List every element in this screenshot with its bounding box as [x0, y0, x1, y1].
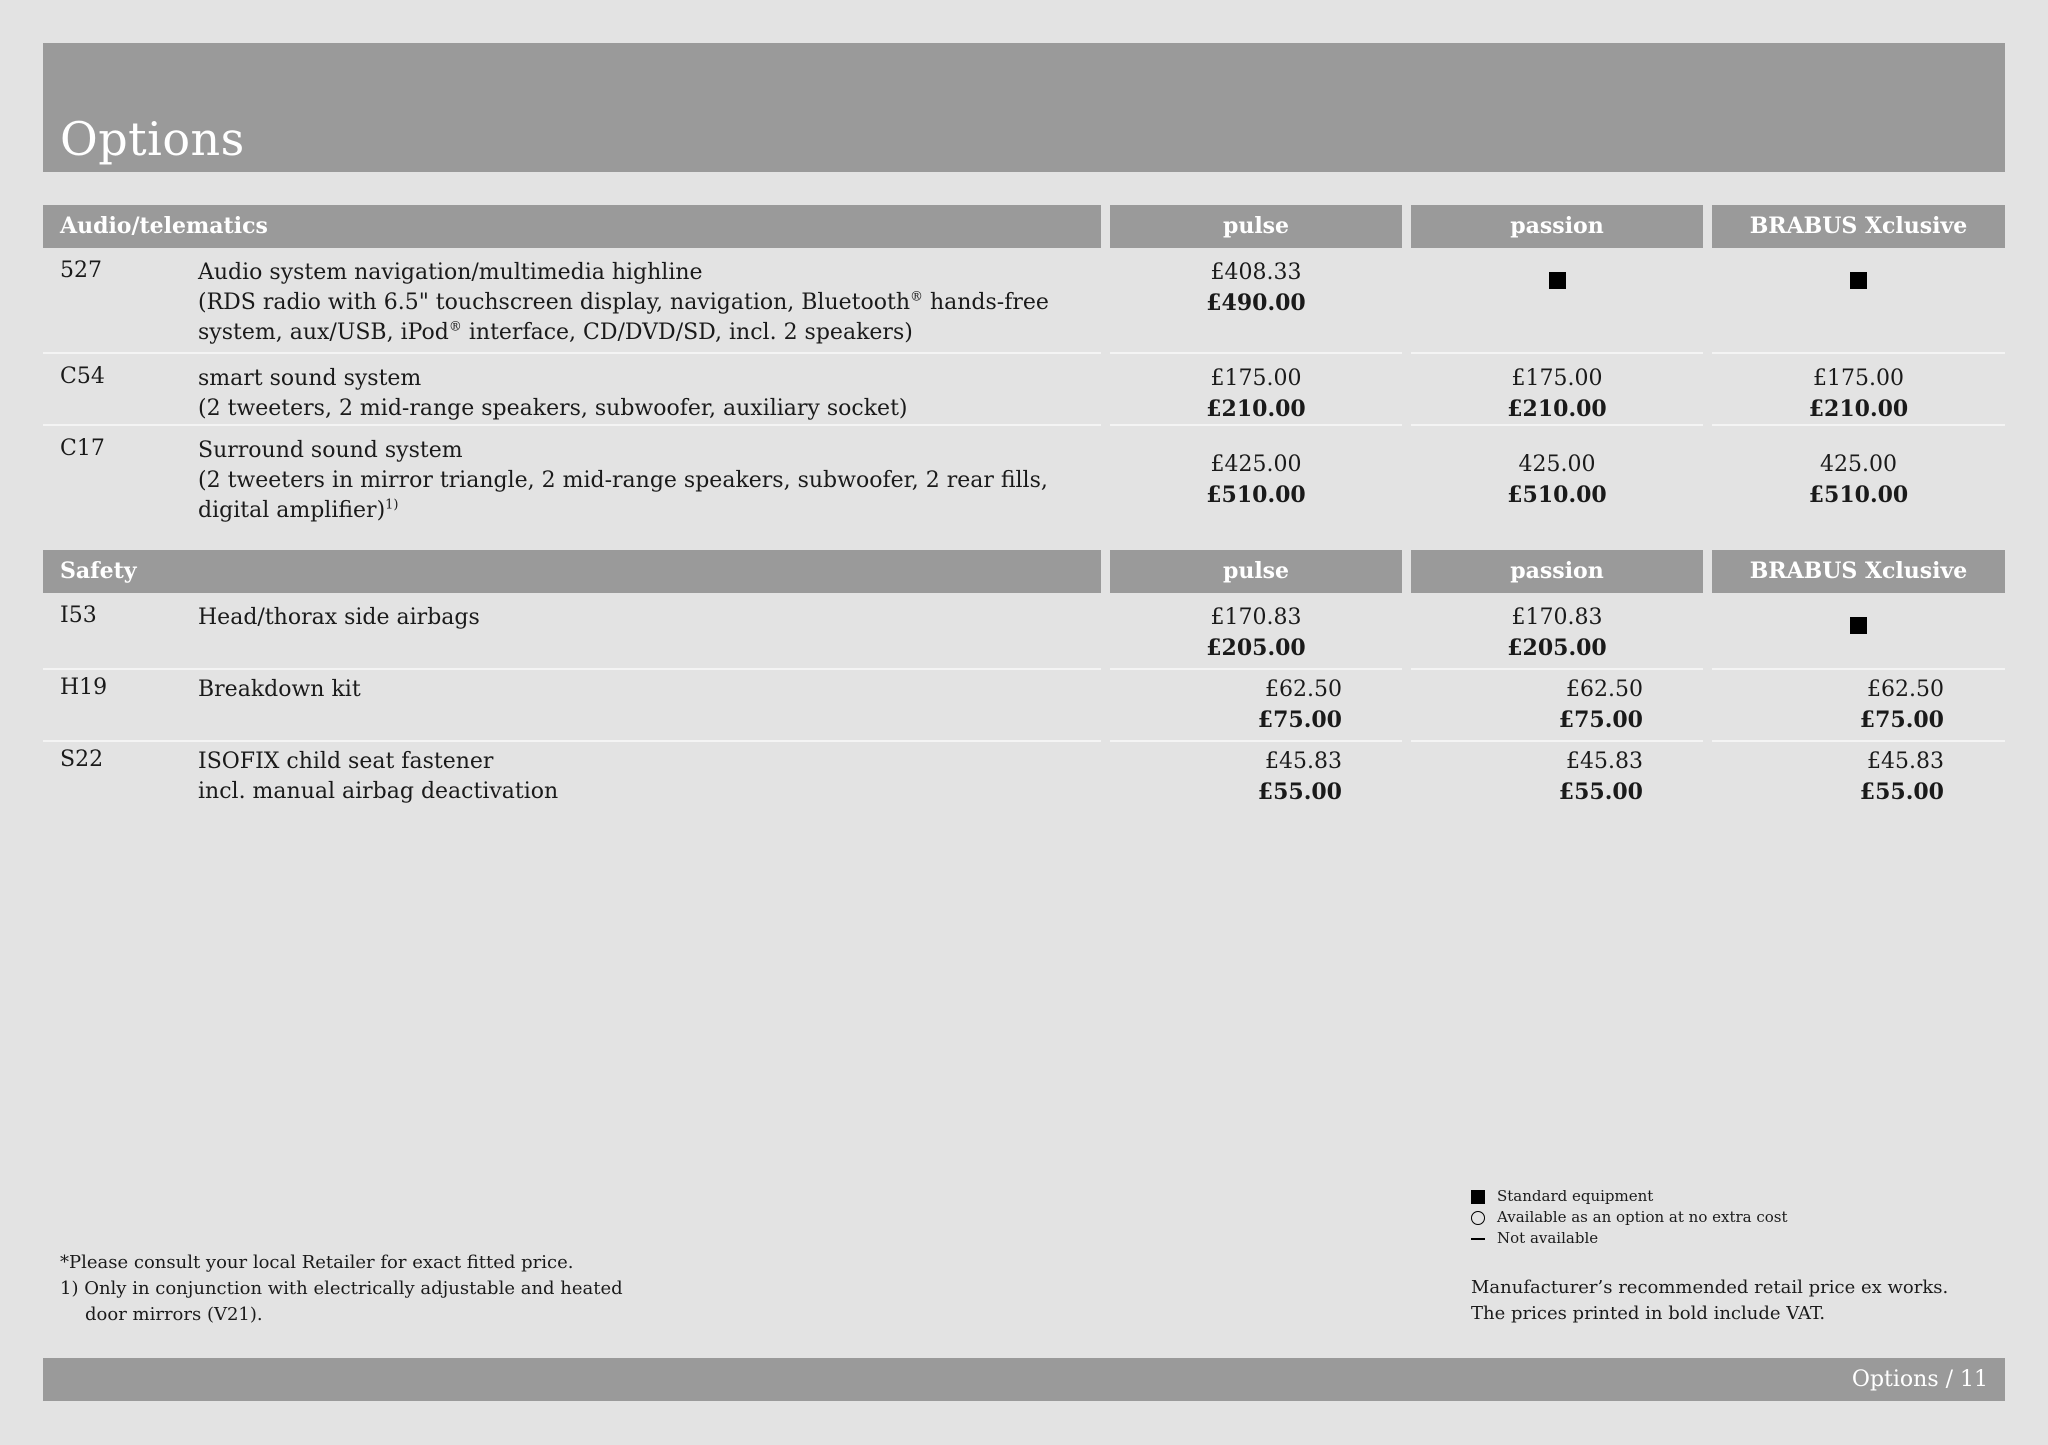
- price-cell-brabus: £175.00 £210.00: [1808, 366, 1909, 422]
- price-cell-passion: £62.50 £75.00: [1558, 677, 1643, 733]
- standard-equipment-icon: [1850, 617, 1867, 634]
- equipment-legend: [1471, 1186, 1788, 1249]
- option-description: ISOFIX child seat fastener incl. manual airbag deactivation: [198, 749, 559, 804]
- option-description: Audio system navigation/multimedia highline (RDS radio with 6.5" touchscreen display, navigation, Bluetooth® hands-free system, aux/USB, iPod® interface, CD/DVD/SD, incl. 2 speakers): [198, 260, 1049, 345]
- table-row: [43, 426, 2005, 526]
- footnote: 1) Only in conjunction with electrically adjustable and heated: [60, 1278, 623, 1299]
- price-note: Manufacturer’s recommended retail price ex works. The prices printed in bold include VAT.: [1471, 1277, 1949, 1324]
- open-circle-icon: [1471, 1211, 1485, 1225]
- legend-item-not-available: Not available: [1471, 1228, 1788, 1249]
- standard-equipment-icon: [1850, 272, 1867, 289]
- option-description: Surround sound system (2 tweeters in mirror triangle, 2 mid-range speakers, subwoofer, 2 rear fills, digital amplifier)$^{1)}$: [198, 438, 1048, 523]
- option-description: Breakdown kit: [198, 677, 361, 702]
- price-cell-passion: £170.83 £205.00: [1507, 605, 1607, 661]
- standard-equipment-icon: [1549, 272, 1566, 289]
- price-cell-brabus: £62.50 £75.00: [1859, 677, 1944, 733]
- table-row: [43, 665, 2005, 735]
- table-row: [43, 593, 2005, 663]
- option-description: smart sound system (2 tweeters, 2 mid-range speakers, subwoofer, auxiliary socket): [198, 366, 908, 421]
- page-label: Options / 11: [1851, 1367, 1988, 1392]
- option-description: Head/thorax side airbags: [198, 605, 480, 630]
- option-code: H19: [60, 675, 108, 700]
- price-cell-passion: [1411, 268, 1703, 298]
- title-banner: [43, 43, 2005, 172]
- filled-square-icon: [1471, 1190, 1485, 1204]
- option-code: 527: [60, 258, 102, 283]
- price-cell-brabus: 425.00 £510.00: [1808, 452, 1909, 508]
- footer-bar: [43, 1358, 2005, 1401]
- price-cell-pulse: £45.83 £55.00: [1257, 749, 1342, 805]
- price-cell-brabus: £45.83 £55.00: [1859, 749, 1944, 805]
- dash-icon: [1471, 1238, 1485, 1240]
- price-cell-passion: 425.00 £510.00: [1507, 452, 1607, 508]
- footnote: *Please consult your local Retailer for exact fitted price.: [60, 1252, 574, 1273]
- price-cell-pulse: £425.00 £510.00: [1206, 452, 1306, 508]
- section-heading: Safety: [43, 550, 1101, 593]
- table-row: [43, 354, 2005, 424]
- legend-item-standard: Standard equipment: [1471, 1186, 1788, 1207]
- column-header-passion: passion: [1411, 550, 1703, 593]
- price-cell-brabus: [1712, 613, 2005, 643]
- price-cell-pulse: £62.50 £75.00: [1257, 677, 1342, 733]
- price-cell-pulse: £408.33 £490.00: [1206, 260, 1306, 316]
- price-cell-pulse: £175.00 £210.00: [1206, 366, 1306, 422]
- page-title: Options: [60, 112, 245, 166]
- column-header-brabus-xclusive: BRABUS Xclusive: [1712, 550, 2005, 593]
- option-code: I53: [60, 603, 97, 628]
- option-code: S22: [60, 747, 104, 772]
- column-header-pulse: pulse: [1110, 205, 1402, 248]
- option-code: C17: [60, 436, 105, 461]
- price-cell-passion: £175.00 £210.00: [1507, 366, 1607, 422]
- footnote-continuation: door mirrors (V21).: [85, 1304, 263, 1325]
- price-cell-pulse: £170.83 £205.00: [1206, 605, 1306, 661]
- footnotes: [60, 1250, 623, 1328]
- column-header-brabus-xclusive: BRABUS Xclusive: [1712, 205, 2005, 248]
- column-header-passion: passion: [1411, 205, 1703, 248]
- price-cell-brabus: [1712, 268, 2005, 298]
- option-code: C54: [60, 364, 105, 389]
- table-row: [43, 737, 2005, 807]
- legend-item-option: Available as an option at no extra cost: [1471, 1207, 1788, 1228]
- section-heading: Audio/telematics: [43, 205, 1101, 248]
- price-cell-passion: £45.83 £55.00: [1558, 749, 1643, 805]
- table-row: [43, 248, 2005, 358]
- column-header-pulse: pulse: [1110, 550, 1402, 593]
